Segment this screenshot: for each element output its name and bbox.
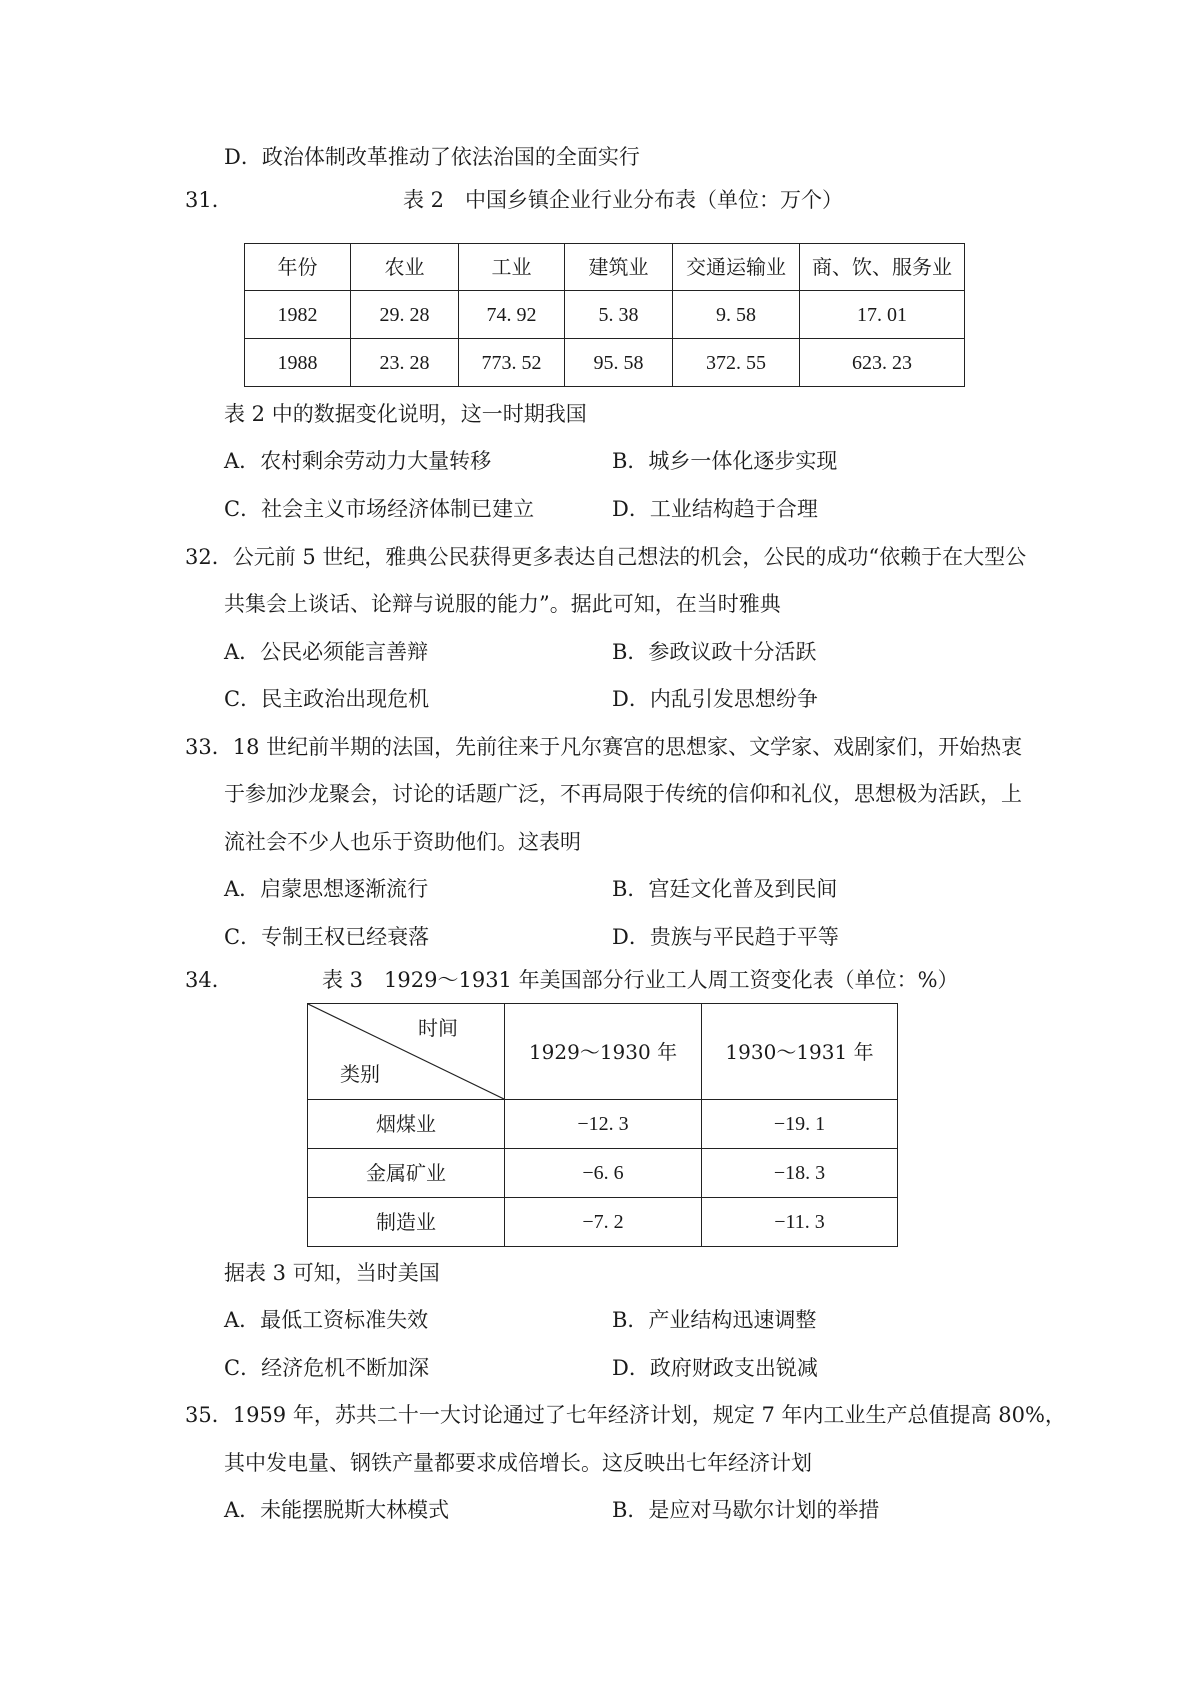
q34-option-d: D．政府财政支出锐减	[612, 1356, 818, 1380]
q34-corner-top: 时间	[418, 1016, 458, 1040]
table-cell: −7. 2	[505, 1198, 702, 1247]
q34-number: 34．	[185, 968, 233, 992]
q34-option-a: A．最低工资标准失效	[224, 1308, 429, 1332]
table-cell: −19. 1	[702, 1100, 898, 1149]
table-cell: 制造业	[308, 1198, 505, 1247]
q33-option-a: A．启蒙思想逐渐流行	[224, 877, 429, 901]
table-row	[245, 291, 965, 339]
q34-option-b: B．产业结构迅速调整	[612, 1308, 817, 1332]
q35-option-a: A．未能摆脱斯大林模式	[224, 1498, 450, 1522]
q32-line2: 共集会上谈话、论辩与说服的能力”。据此可知，在当时雅典	[224, 592, 781, 616]
q31-number: 31．	[185, 188, 233, 212]
table-cell: 17. 01	[800, 291, 965, 339]
q31-header-cell: 交通运输业	[673, 244, 800, 291]
q31-option-a: A．农村剩余劳动力大量转移	[224, 449, 492, 473]
q32-line1: 32．公元前 5 世纪，雅典公民获得更多表达自己想法的机会，公民的成功“依赖于在大型公	[185, 545, 1027, 569]
table-row	[245, 339, 965, 387]
q33-option-c: C．专制王权已经衰落	[224, 925, 430, 949]
q31-option-c: C．社会主义市场经济体制已建立	[224, 497, 535, 521]
q34-corner-cell	[308, 1004, 505, 1100]
table-cell: 1988	[245, 339, 351, 387]
q34-stem: 据表 3 可知，当时美国	[224, 1261, 440, 1285]
q32-option-c: C．民主政治出现危机	[224, 687, 430, 711]
table-cell: 29. 28	[351, 291, 459, 339]
q32-option-a: A．公民必须能言善辩	[224, 640, 429, 664]
table-cell: 23. 28	[351, 339, 459, 387]
q35-option-b: B．是应对马歇尔计划的举措	[612, 1498, 880, 1522]
table-cell: −11. 3	[702, 1198, 898, 1247]
table-cell: 5. 38	[565, 291, 673, 339]
table-cell: 74. 92	[459, 291, 565, 339]
table-cell: 623. 23	[800, 339, 965, 387]
table-cell: 烟煤业	[308, 1100, 505, 1149]
table-cell: 95. 58	[565, 339, 673, 387]
table-cell: 9. 58	[673, 291, 800, 339]
table-cell: 1982	[245, 291, 351, 339]
q31-stem: 表 2 中的数据变化说明，这一时期我国	[224, 402, 587, 426]
q34-corner-bottom: 类别	[340, 1062, 380, 1086]
q34-table	[307, 1003, 898, 1247]
q33-option-b: B．宫廷文化普及到民间	[612, 877, 838, 901]
q31-header-cell: 商、饮、服务业	[800, 244, 965, 291]
q31-header-cell: 农业	[351, 244, 459, 291]
q34-header-cell: 1929～1930 年	[505, 1004, 702, 1100]
q34-option-c: C．经济危机不断加深	[224, 1356, 430, 1380]
q33-line3: 流社会不少人也乐于资助他们。这表明	[224, 830, 581, 854]
q31-header-cell: 建筑业	[565, 244, 673, 291]
table-cell: 372. 55	[673, 339, 800, 387]
diagonal-line	[308, 1004, 504, 1099]
q31-option-b: B．城乡一体化逐步实现	[612, 449, 838, 473]
table-cell: −18. 3	[702, 1149, 898, 1198]
table-row	[308, 1198, 898, 1247]
table-cell: −6. 6	[505, 1149, 702, 1198]
q33-line1: 33．18 世纪前半期的法国，先前往来于凡尔赛宫的思想家、文学家、戏剧家们，开始热衷	[185, 735, 1023, 759]
table-cell: −12. 3	[505, 1100, 702, 1149]
q31-option-d: D．工业结构趋于合理	[612, 497, 818, 521]
q33-line2: 于参加沙龙聚会，讨论的话题广泛，不再局限于传统的信仰和礼仪，思想极为活跃，上	[224, 782, 1022, 806]
q35-line2: 其中发电量、钢铁产量都要求成倍增长。这反映出七年经济计划	[224, 1451, 812, 1475]
q32-option-d: D．内乱引发思想纷争	[612, 687, 818, 711]
q31-table-title: 表 2 中国乡镇企业行业分布表（单位：万个）	[403, 188, 844, 212]
table-row	[308, 1149, 898, 1198]
table-row	[308, 1100, 898, 1149]
q33-option-d: D．贵族与平民趋于平等	[612, 925, 839, 949]
q35-line1: 35．1959 年，苏共二十一大讨论通过了七年经济计划，规定 7 年内工业生产总值提高 80%，	[185, 1403, 1066, 1427]
table-cell: 金属矿业	[308, 1149, 505, 1198]
q34-table-title: 表 3 1929～1931 年美国部分行业工人周工资变化表（单位：%）	[322, 968, 959, 992]
q31-header-cell: 工业	[459, 244, 565, 291]
q31-header-cell: 年份	[245, 244, 351, 291]
table-cell: 773. 52	[459, 339, 565, 387]
q32-option-b: B．参政议政十分活跃	[612, 640, 817, 664]
q30-option-d: D．政治体制改革推动了依法治国的全面实行	[224, 145, 640, 169]
q34-header-cell: 1930～1931 年	[702, 1004, 898, 1100]
q31-table	[244, 243, 965, 387]
